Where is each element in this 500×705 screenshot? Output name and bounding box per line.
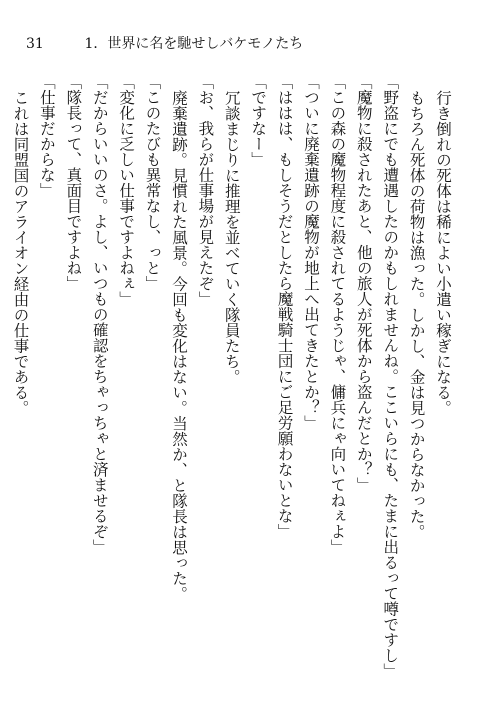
dialogue-line: 「野盗にでも遭遇したのかもしれませんね。ここいらにも、たまに出るって噂ですし」 — [381, 74, 400, 679]
dialogue-line: 「仕事だからな」 — [37, 74, 56, 198]
vertical-body-text — [7, 74, 456, 689]
dialogue-line: 「ですなー」 — [249, 74, 268, 167]
dialogue-line: 「ついに廃棄遺跡の魔物が地上へ出てきたとか？」 — [301, 74, 320, 431]
dialogue-line: 「隊長って、真面目ですよね」 — [64, 74, 83, 291]
dialogue-line: 「お、我らが仕事場が見えたぞ」 — [196, 74, 215, 307]
text-line: 行き倒れの死体は稀によい小遣い稼ぎになる。 — [434, 89, 452, 415]
dialogue-line: 「魔物に殺されたあと、他の旅人が死体から盗んだとか？」 — [354, 74, 373, 493]
page-number: 31 — [26, 36, 44, 52]
text-line: 冗談まじりに推理を並べていく隊員たち。 — [222, 89, 241, 384]
chapter-title: 1．世界に名を馳せしバケモノたち — [84, 36, 304, 52]
dialogue-line: 「変化に乏しい仕事ですよねぇ」 — [117, 74, 136, 307]
dialogue-line: 「だからいいのさ。よし、いつもの確認をちゃっちゃと済ませるぞ」 — [90, 74, 109, 555]
dialogue-line: 「ははは、もしそうだとしたら魔戦騎士団にご足労願わないとな」 — [275, 74, 294, 539]
dialogue-line: 「この森の魔物程度に殺されてるようじゃ、傭兵にゃ向いてねぇよ」 — [328, 74, 347, 555]
running-header — [26, 36, 486, 52]
text-line: これは同盟国のアライオン経由の仕事である。 — [11, 89, 30, 415]
text-line: もちろん死体の荷物は漁った。しかし、金は見つからなかった。 — [407, 89, 426, 539]
text-line: 廃棄遺跡。見慣れた風景。今回も変化はない。当然か、と隊長は思った。 — [169, 89, 188, 601]
dialogue-line: 「このたびも異常なし、っと」 — [143, 74, 162, 291]
